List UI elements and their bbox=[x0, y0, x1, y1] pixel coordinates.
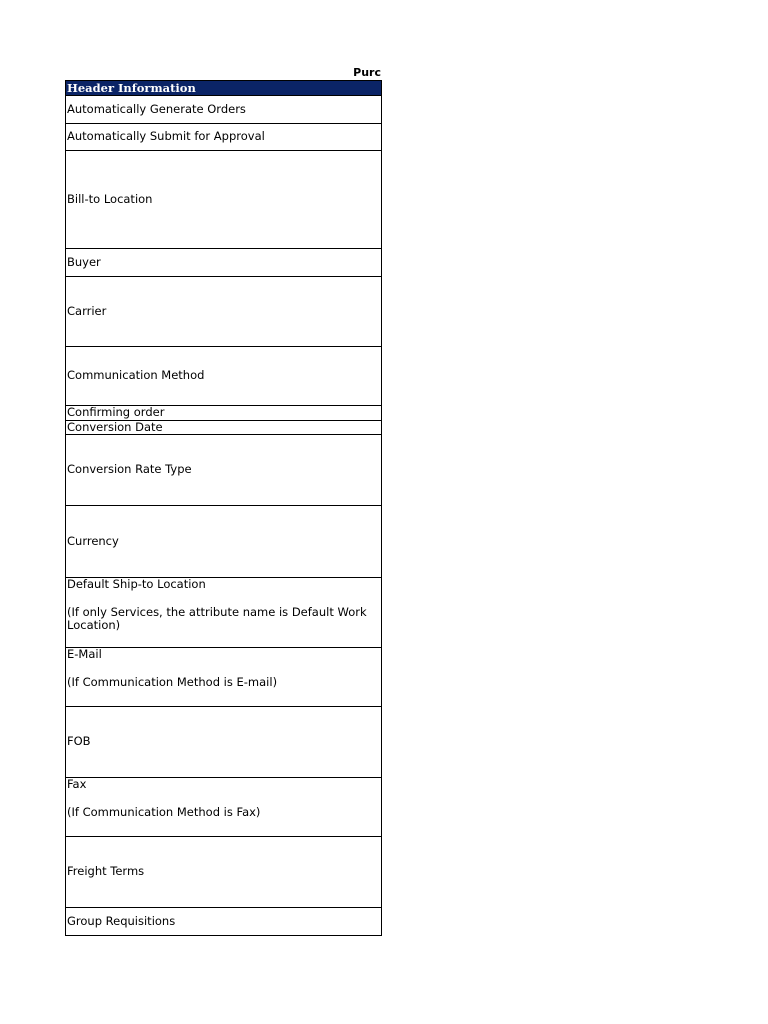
table-row[interactable] bbox=[66, 837, 381, 908]
row-label: Fax bbox=[67, 778, 87, 791]
row-label: Confirming order bbox=[67, 406, 165, 420]
table-row[interactable] bbox=[66, 908, 381, 935]
row-label: E-Mail bbox=[67, 648, 102, 661]
row-label: Carrier bbox=[67, 303, 107, 318]
row-label: Currency bbox=[67, 533, 119, 548]
row-label: Automatically Submit for Approval bbox=[67, 129, 265, 144]
table-row[interactable] bbox=[66, 347, 381, 406]
row-label: Bill-to Location bbox=[67, 191, 153, 206]
page-title: Purc bbox=[353, 66, 381, 79]
row-label: Conversion Rate Type bbox=[67, 462, 192, 477]
table-row[interactable] bbox=[66, 124, 381, 151]
header-information-table bbox=[65, 80, 382, 936]
row-note: (If only Services, the attribute name is Default Work Location) bbox=[67, 604, 367, 632]
row-label: Communication Method bbox=[67, 368, 205, 383]
row-label: Automatically Generate Orders bbox=[67, 101, 246, 116]
table-row[interactable] bbox=[66, 707, 381, 778]
row-label: Freight Terms bbox=[67, 864, 145, 879]
row-label: FOB bbox=[67, 734, 91, 749]
table-row[interactable] bbox=[66, 249, 381, 277]
table-row[interactable] bbox=[66, 578, 381, 648]
table-row[interactable] bbox=[66, 506, 381, 578]
table-row[interactable] bbox=[66, 435, 381, 506]
table-row[interactable] bbox=[66, 648, 381, 707]
table-header: Header Information bbox=[66, 80, 381, 96]
table-row[interactable] bbox=[66, 277, 381, 347]
table-row[interactable] bbox=[66, 406, 381, 421]
row-note: (If Communication Method is E-mail) bbox=[67, 674, 278, 689]
row-label: Group Requisitions bbox=[67, 913, 176, 928]
table-row[interactable] bbox=[66, 778, 381, 837]
table-row[interactable] bbox=[66, 421, 381, 435]
row-label: Buyer bbox=[67, 254, 101, 269]
row-label: Default Ship-to Location bbox=[67, 578, 206, 591]
row-label: Conversion Date bbox=[67, 421, 163, 434]
table-row[interactable] bbox=[66, 96, 381, 124]
table-row[interactable] bbox=[66, 151, 381, 249]
row-note: (If Communication Method is Fax) bbox=[67, 804, 261, 819]
